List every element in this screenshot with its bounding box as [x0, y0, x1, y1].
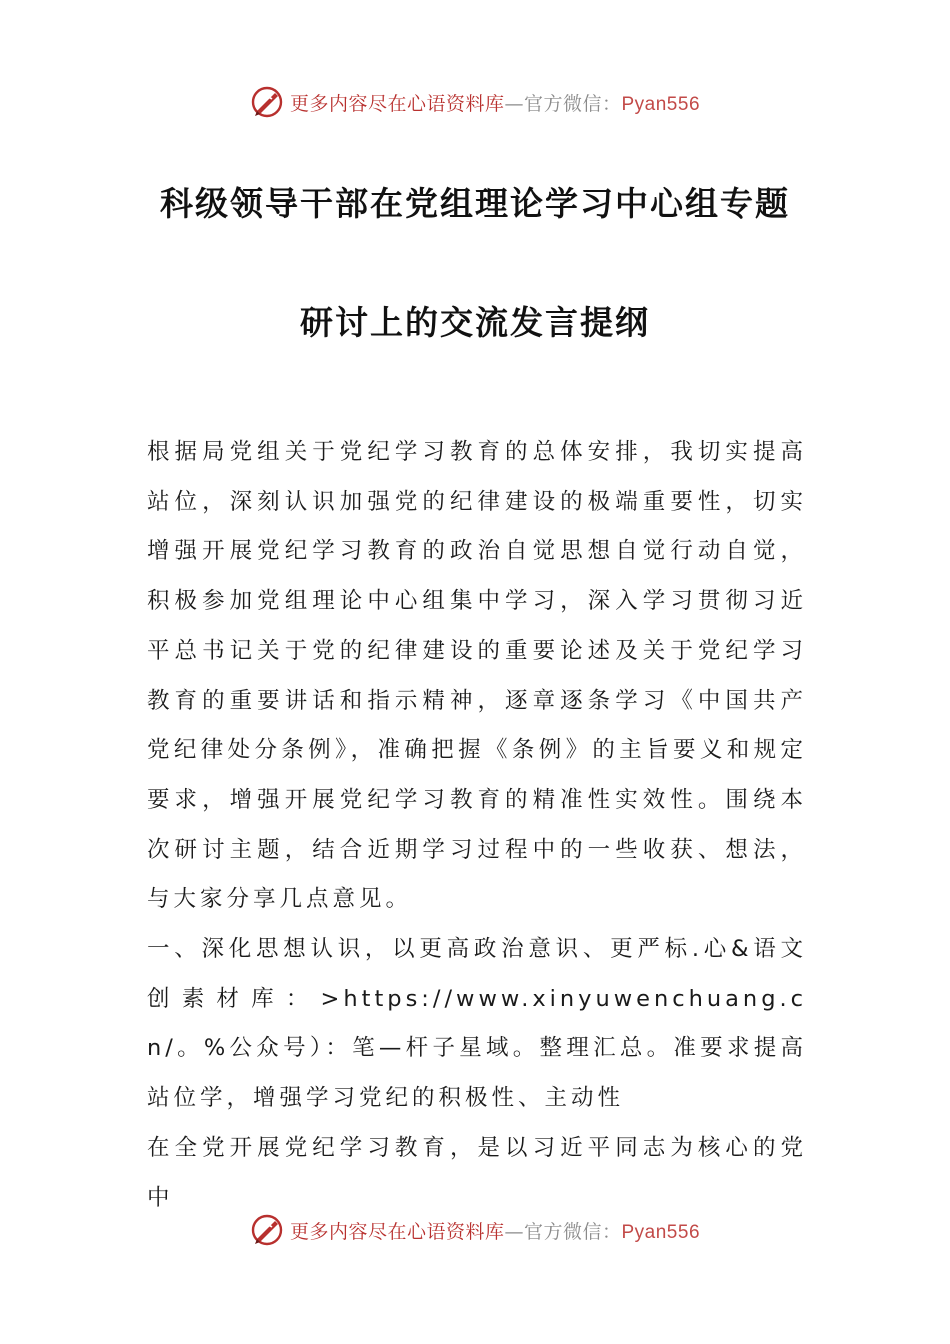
watermark-separator: —官方微信：: [504, 92, 622, 115]
body-paragraph: 根据局党组关于党纪学习教育的总体安排，我切实提高站位，深刻认识加强党的纪律建设的极端重要性，切实增强开展党纪学习教育的政治自觉思想自觉行动自觉，积极参加党组理论中心组集中学习，深入学习贯彻习近平总书记关于党的纪律建设的重要论述及关于党纪学习教育的重要讲话和指示精神，逐章逐条学习《中国共产党纪律处分条例》，准确把握《条例》的主旨要义和规定要求，增强开展党纪学习教育的精准性实效性。围绕本次研讨主题，结合近期学习过程中的一些收获、想法，与大家分享几点意见。: [147, 439, 807, 913]
watermark-handle: Pyan556: [621, 93, 701, 115]
pen-logo-icon: [250, 85, 284, 119]
body-paragraph: 在全党开展党纪学习教育，是以习近平同志为核心的党中: [147, 1134, 807, 1211]
pen-logo-icon: [250, 1213, 284, 1247]
watermark-text: [290, 1217, 700, 1244]
watermark-main: 更多内容尽在心语资料库: [289, 1220, 505, 1243]
watermark-main: 更多内容尽在心语资料库: [289, 92, 505, 115]
document-title-line-1: 科级领导干部在党组理论学习中心组专题: [160, 184, 790, 223]
watermark-separator: —官方微信：: [504, 1220, 622, 1243]
watermark-text: [290, 89, 700, 116]
document-body: [147, 428, 807, 1223]
body-paragraph: 一、深化思想认识，以更高政治意识、更严标.心&语文创素材库：>https://www.xinyuwenchuang.cn/。%公众号）：笔—杆子星域。整理汇总。准要求提高站位学，增强学习党纪的积极性、主动性: [147, 936, 807, 1112]
watermark-handle: Pyan556: [621, 1221, 701, 1243]
watermark-banner-top: [0, 82, 950, 122]
document-title-line-2: 研讨上的交流发言提纲: [300, 303, 650, 342]
watermark-banner-bottom: [0, 1210, 950, 1250]
